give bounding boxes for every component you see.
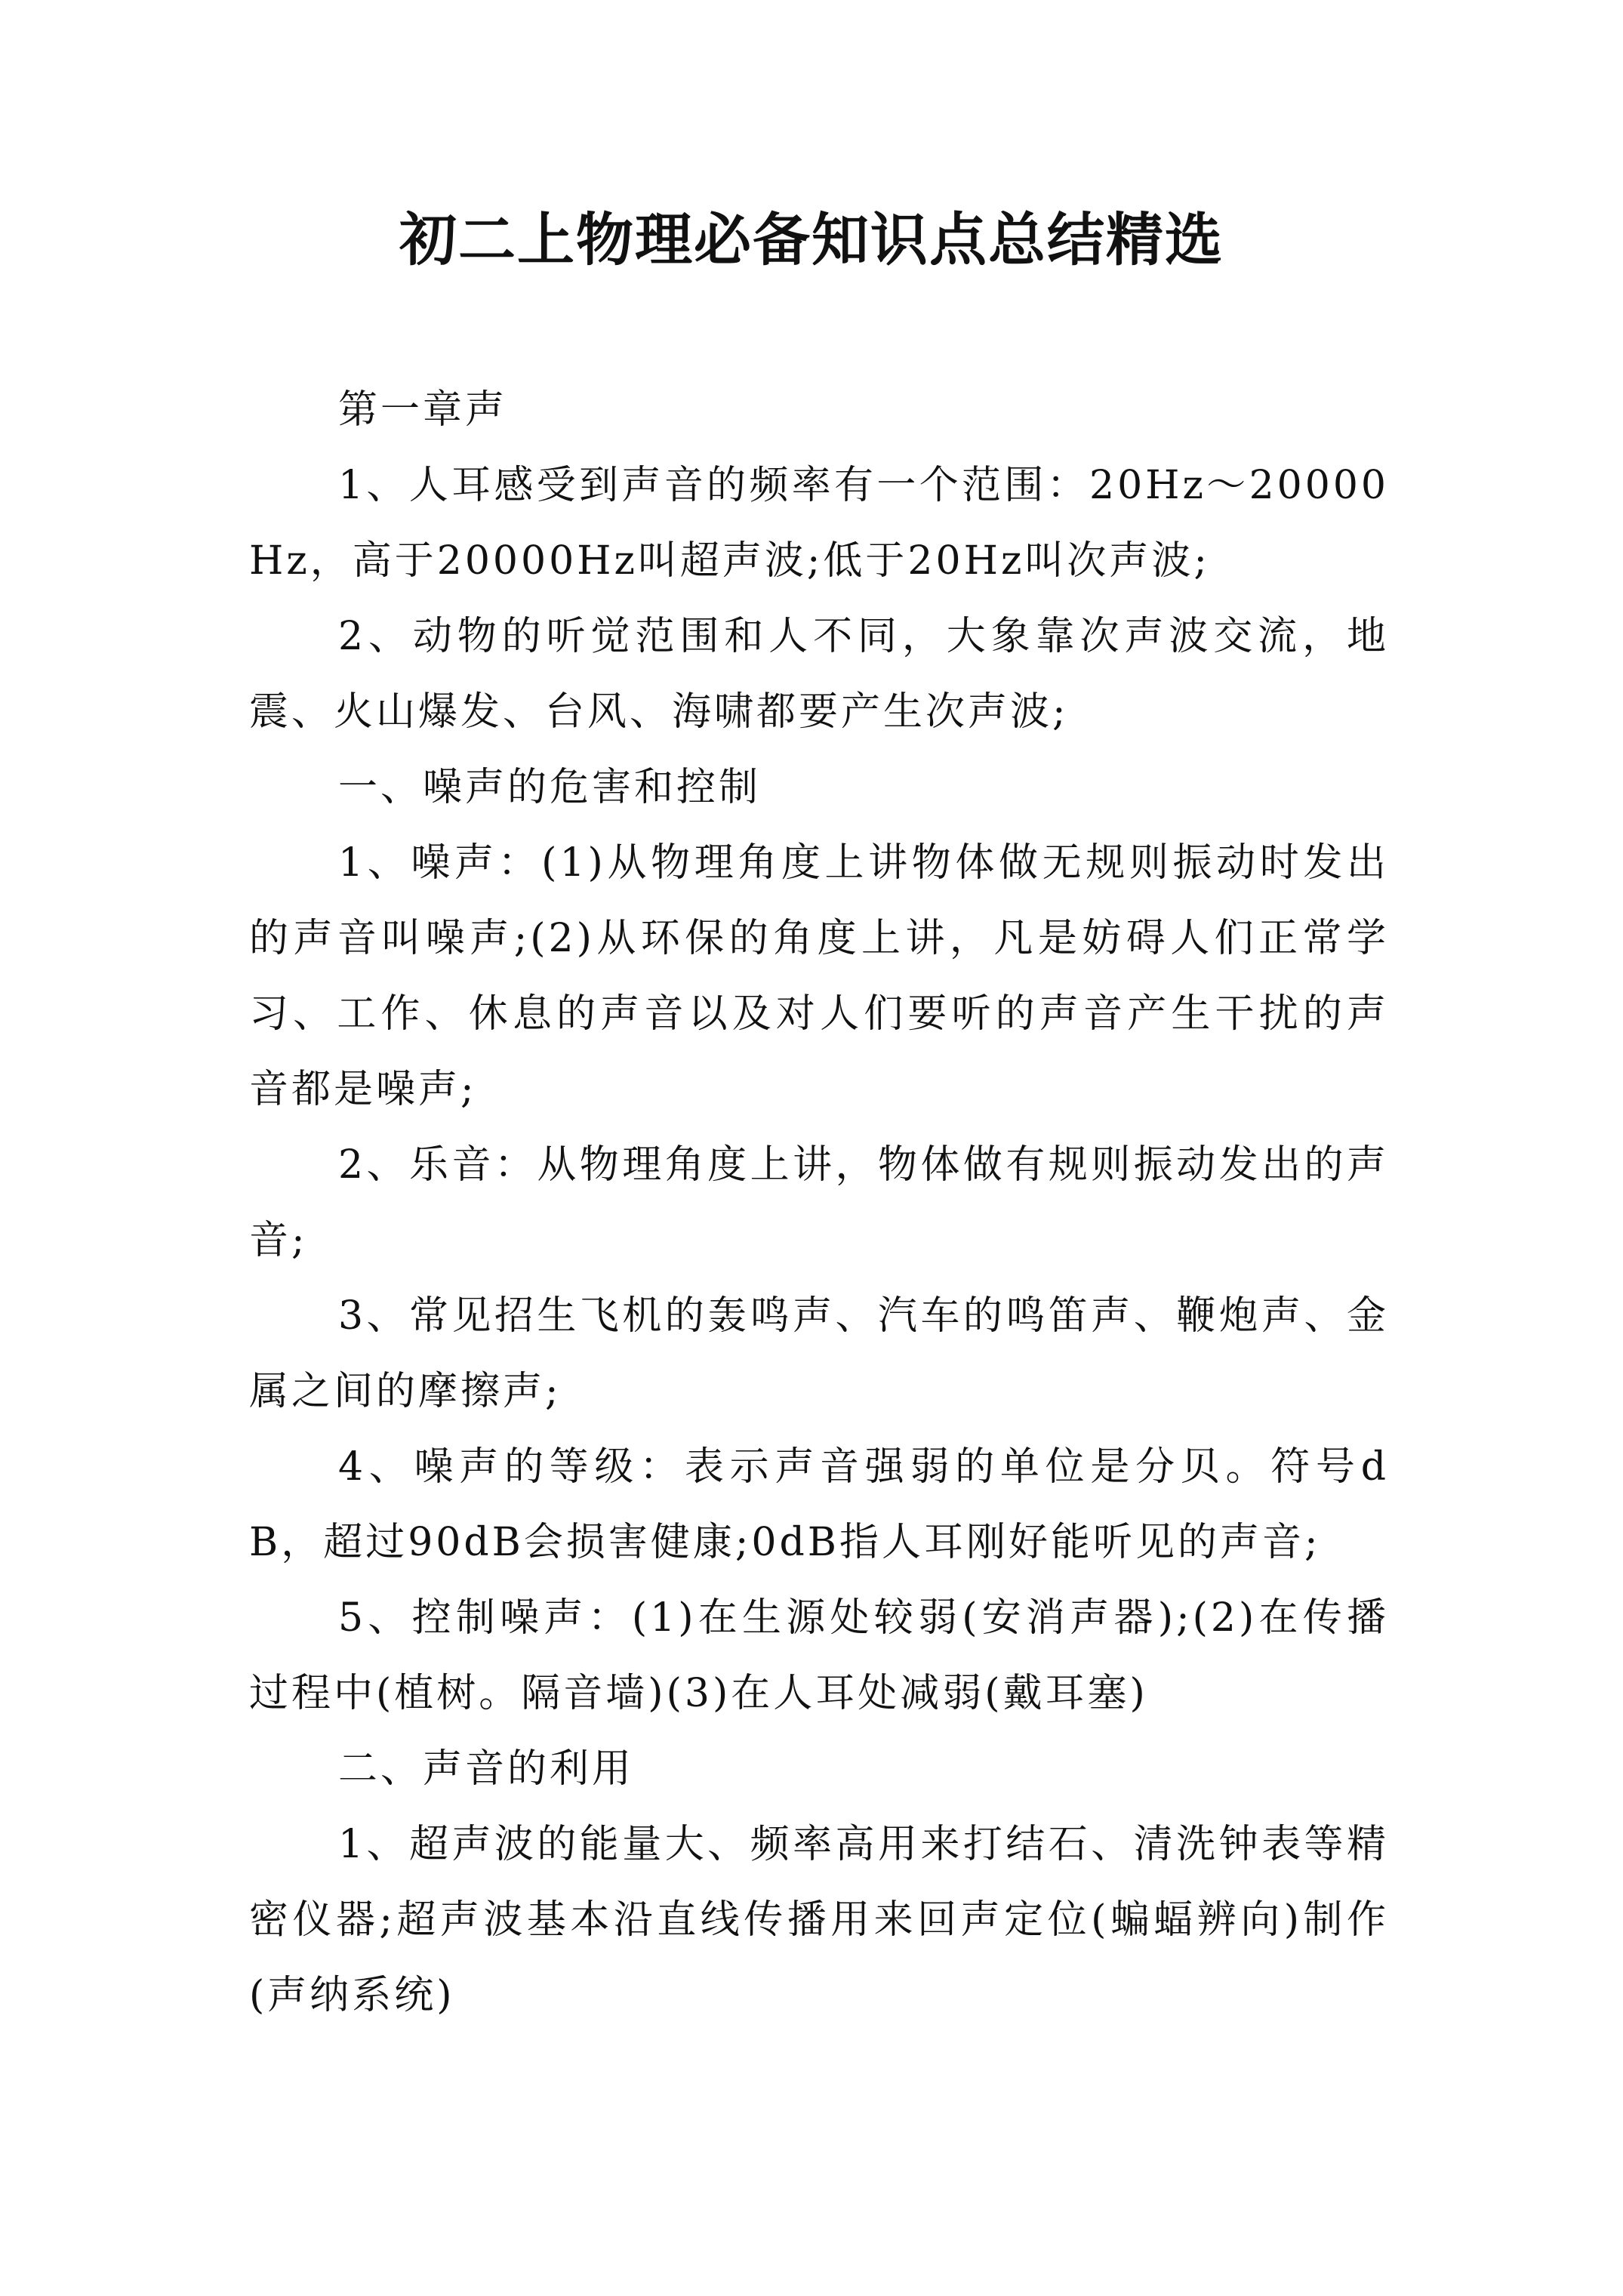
- section-heading: 一、噪声的危害和控制: [338, 765, 762, 810]
- paragraph: 2、动物的听觉范围和人不同，大象靠次声波交流，地震、火山爆发、台风、海啸都要产生次声波;: [249, 614, 1389, 735]
- section-heading: 二、声音的利用: [338, 1746, 635, 1792]
- paragraph: 1、超声波的能量大、频率高用来打结石、清洗钟表等精密仪器;超声波基本沿直线传播用来回声定位(蝙蝠辨向)制作(声纳系统): [249, 1822, 1389, 2018]
- document-body: [249, 372, 1389, 2033]
- paragraph: 3、常见招生飞机的轰鸣声、汽车的鸣笛声、鞭炮声、金属之间的摩擦声;: [249, 1293, 1389, 1414]
- paragraph: 2、乐音：从物理角度上讲，物体做有规则振动发出的声音;: [249, 1142, 1389, 1263]
- document-title: 初二上物理必备知识点总结精选: [399, 206, 1224, 273]
- paragraph: 5、控制噪声：(1)在生源处较弱(安消声器);(2)在传播过程中(植树。隔音墙)(3)在人耳处减弱(戴耳塞): [249, 1595, 1389, 1716]
- paragraph: 4、噪声的等级：表示声音强弱的单位是分贝。符号dB，超过90dB会损害健康;0dB指人耳刚好能听见的声音;: [249, 1444, 1389, 1565]
- paragraph: 1、噪声：(1)从物理角度上讲物体做无规则振动时发出的声音叫噪声;(2)从环保的角度上讲，凡是妨碍人们正常学习、工作、休息的声音以及对人们要听的声音产生干扰的声音都是噪声;: [249, 840, 1389, 1112]
- chapter-heading: 第一章声: [338, 387, 508, 433]
- paragraph: 1、人耳感受到声音的频率有一个范围：20Hz～20000Hz，高于20000Hz叫超声波;低于20Hz叫次声波;: [249, 463, 1389, 584]
